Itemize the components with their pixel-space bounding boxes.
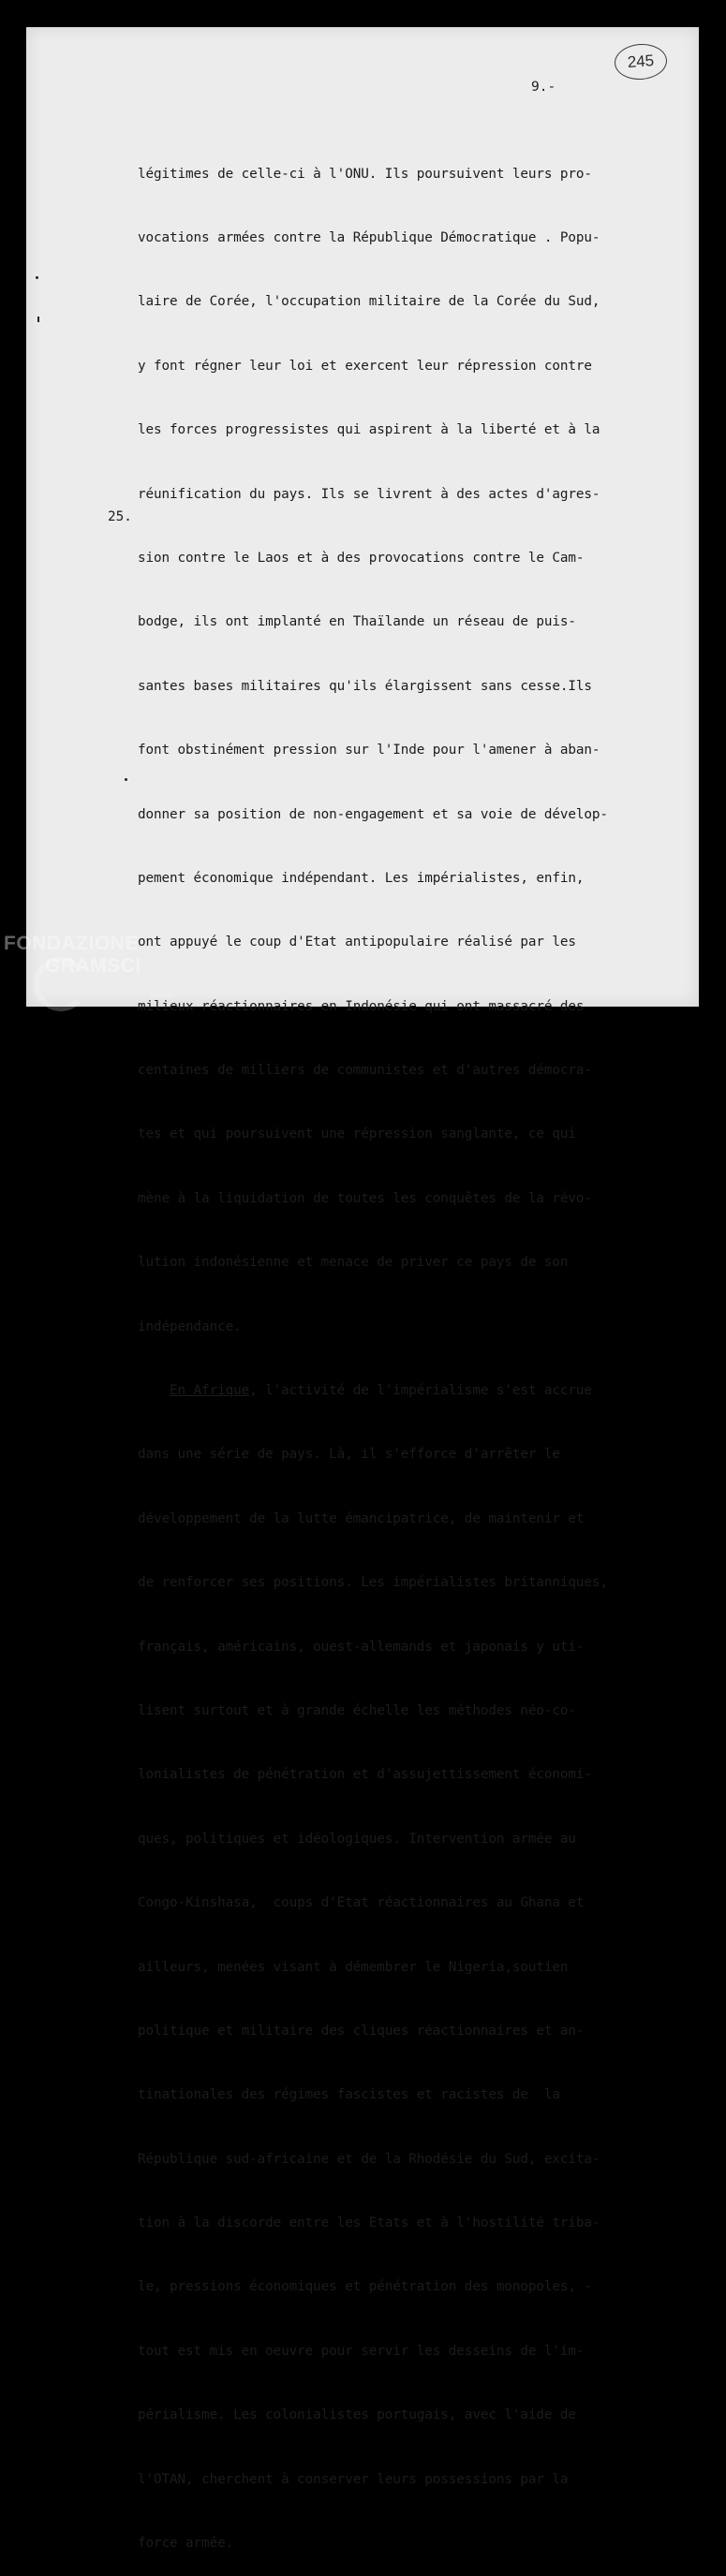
text-line: de renforcer ses positions. Les impérialistes britanniques, bbox=[138, 1575, 608, 1591]
text-line: milieux réactionnaires en Indonésie qui ont massacré des bbox=[138, 998, 585, 1014]
text-line: lisent surtout et à grande échelle les méthodes néo-co- bbox=[138, 1702, 576, 1718]
text-line: tes et qui poursuivent une répression sanglante, ce qui bbox=[138, 1126, 576, 1142]
watermark bbox=[4, 933, 173, 999]
body-text bbox=[138, 121, 644, 2576]
text-line: périalisme. Les colonialistes portugais, avec l'aide de bbox=[138, 2407, 576, 2423]
watermark-line-3: onlus bbox=[150, 990, 173, 999]
text-line: l'OTAN, cherchent à conserver leurs possessions par la bbox=[138, 2471, 569, 2487]
text-line: français, américains, ouest-allemands et japonais y uti- bbox=[138, 1639, 585, 1655]
text-line: centaines de milliers de communistes et d'autres démocra- bbox=[138, 1063, 592, 1079]
text-line: lution indonésienne et menace de priver ce pays de son bbox=[138, 1255, 569, 1271]
text-line: indépendance. bbox=[138, 1318, 242, 1334]
paragraph-25-first-line bbox=[138, 1380, 644, 1402]
text-line: pement économique indépendant. Les impérialistes, enfin, bbox=[138, 870, 585, 886]
text-line: mène à la liquidation de toutes les conquêtes de la révo- bbox=[138, 1190, 592, 1206]
text-line: sion contre le Laos et à des provocations contre le Cam- bbox=[138, 550, 585, 566]
text-line: y font régner leur loi et exercent leur répression contre bbox=[138, 358, 592, 374]
text-line: développement de la lutte émancipatrice, de maintenir et bbox=[138, 1510, 585, 1526]
text-line: lonialistes de pénétration et d'assujettissement économi- bbox=[138, 1767, 592, 1783]
text-line: ont appuyé le coup d'Etat antipopulaire réalisé par les bbox=[138, 935, 576, 950]
margin-tick bbox=[37, 316, 39, 322]
paragraph-number: 25. bbox=[108, 509, 132, 524]
archive-number: 245 bbox=[627, 52, 655, 71]
text-line: santes bases militaires qu'ils élargissent sans cesse.Ils bbox=[138, 678, 592, 694]
text-line: légitimes de celle-ci à l'ONU. Ils poursuivent leurs pro- bbox=[138, 166, 592, 182]
page-number: 9.- bbox=[531, 80, 556, 95]
margin-dot bbox=[36, 276, 38, 279]
margin-dot bbox=[125, 778, 127, 781]
text-line: dans une série de pays. Là, il s'efforce d'arrêter le bbox=[138, 1447, 560, 1463]
text-line: République sud-africaine et de la Rhodésie du Sud, excita- bbox=[138, 2151, 600, 2167]
text-line: Congo-Kinshasa, coups d'Etat réactionnaires au Ghana et bbox=[138, 1895, 585, 1911]
text-line: laire de Corée, l'occupation militaire de la Corée du Sud, bbox=[138, 294, 600, 310]
text-line: tout est mis en oeuvre pour servir les desseins de l'im- bbox=[138, 2343, 585, 2359]
text-line: réunification du pays. Ils se livrent à des actes d'agres- bbox=[138, 486, 600, 502]
section-heading-africa: En Afrique bbox=[170, 1383, 250, 1399]
text-line: le, pressions économiques et pénétration des monopoles, - bbox=[138, 2279, 592, 2295]
text-line: force armée. bbox=[138, 2536, 234, 2552]
text-line: vocations armées contre la République Démocratique . Popu- bbox=[138, 229, 600, 245]
text-line: font obstinément pression sur l'Inde pour l'amener à aban- bbox=[138, 743, 600, 758]
watermark-line-2: GRAMSCI bbox=[45, 955, 141, 977]
text-line: bodge, ils ont implanté en Thaïlande un réseau de puis- bbox=[138, 614, 576, 630]
text-line: tion à la discorde entre les Etats et à l'hostilité triba- bbox=[138, 2215, 600, 2231]
text-line: donner sa position de non-engagement et sa voie de dévelop- bbox=[138, 806, 608, 822]
text-line: politique et militaire des cliques réactionnaires et an- bbox=[138, 2023, 585, 2039]
text-line: les forces progressistes qui aspirent à la liberté et à la bbox=[138, 422, 600, 438]
text-line: ailleurs, menées visant à démembrer le Nigeria,soutien bbox=[138, 1959, 569, 1975]
text-fragment: , l'activité de l'impérialisme s'est accrue bbox=[249, 1383, 592, 1399]
text-line: ques, politiques et idéologiques. Intervention armée au bbox=[138, 1831, 576, 1847]
watermark-line-1: FONDAZIONE bbox=[4, 933, 139, 954]
text-line: tinationales des régimes fascistes et racistes de la bbox=[138, 2087, 560, 2103]
